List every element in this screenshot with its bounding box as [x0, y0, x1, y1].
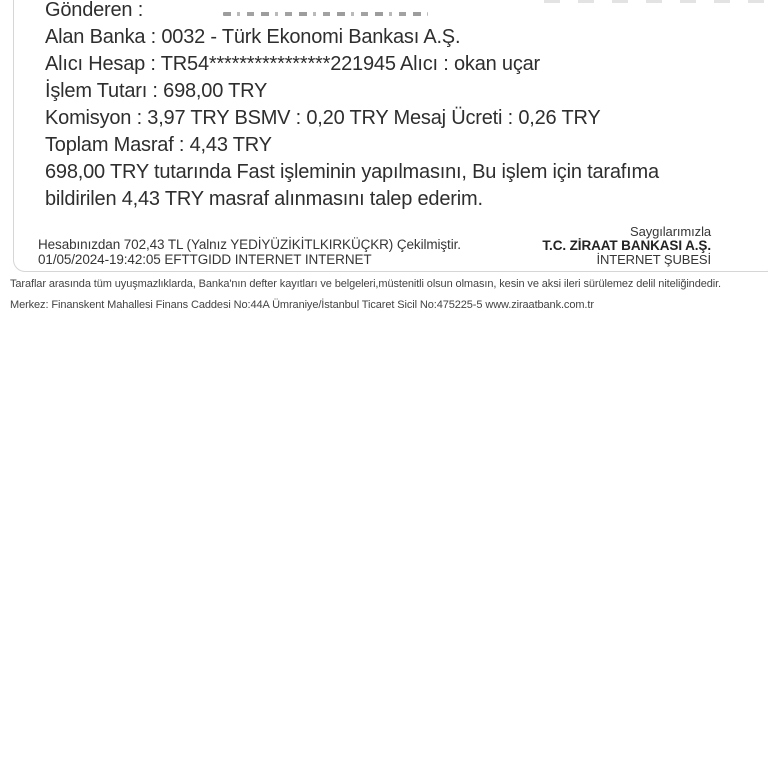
bank-name: T.C. ZİRAAT BANKASI A.Ş. [542, 238, 711, 253]
regards-text: Saygılarımızla [630, 224, 711, 239]
sender-label: Gönderen : [45, 0, 144, 21]
legal-disclaimer: Taraflar arasında tüm uyuşmazlıklarda, Banka'nın defter kayıtları ve belgeleri,müstenitli olsun olmasın, kesin ve aksi ileri sürülemez delil niteliğindedir. [10, 278, 722, 290]
company-address: Merkez: Finanskent Mahallesi Finans Caddesi No:44A Ümraniye/İstanbul Ticaret Sicil No:475225-5 www.ziraatbank.com.tr [10, 299, 594, 311]
branch-name: İNTERNET ŞUBESİ [596, 252, 711, 267]
receipt-body [45, 0, 705, 213]
footer-signature-block [542, 225, 711, 267]
debit-note: Hesabınızdan 702,43 TL (Yalnız YEDİYÜZİKİTLKIRKÜÇKR) Çekilmiştir. [38, 237, 461, 252]
redacted-sender-name [223, 12, 428, 16]
total-cost-line: Toplam Masraf : 4,43 TRY [45, 134, 272, 156]
footer-debit-block [38, 237, 461, 267]
confirmation-statement: 698,00 TRY tutarında Fast işleminin yapılmasını, Bu işlem için tarafıma bildirilen 4,43 TRY masraf alınmasını talep ederim. [45, 161, 659, 210]
fine-print [10, 278, 765, 320]
receipt-footer [14, 225, 768, 267]
receipt-card [13, 0, 768, 272]
fees-line: Komisyon : 3,97 TRY BSMV : 0,20 TRY Mesaj Ücreti : 0,26 TRY [45, 107, 601, 129]
timestamp-line: 01/05/2024-19:42:05 EFTTGIDD INTERNET INTERNET [38, 252, 372, 267]
transaction-amount-line: İşlem Tutarı : 698,00 TRY [45, 80, 268, 102]
sender-line [45, 0, 705, 24]
cropped-text-artifact [544, 0, 768, 3]
recipient-account-line: Alıcı Hesap : TR54****************221945 Alıcı : okan uçar [45, 53, 541, 75]
receiving-bank-line: Alan Banka : 0032 - Türk Ekonomi Bankası A.Ş. [45, 26, 461, 48]
